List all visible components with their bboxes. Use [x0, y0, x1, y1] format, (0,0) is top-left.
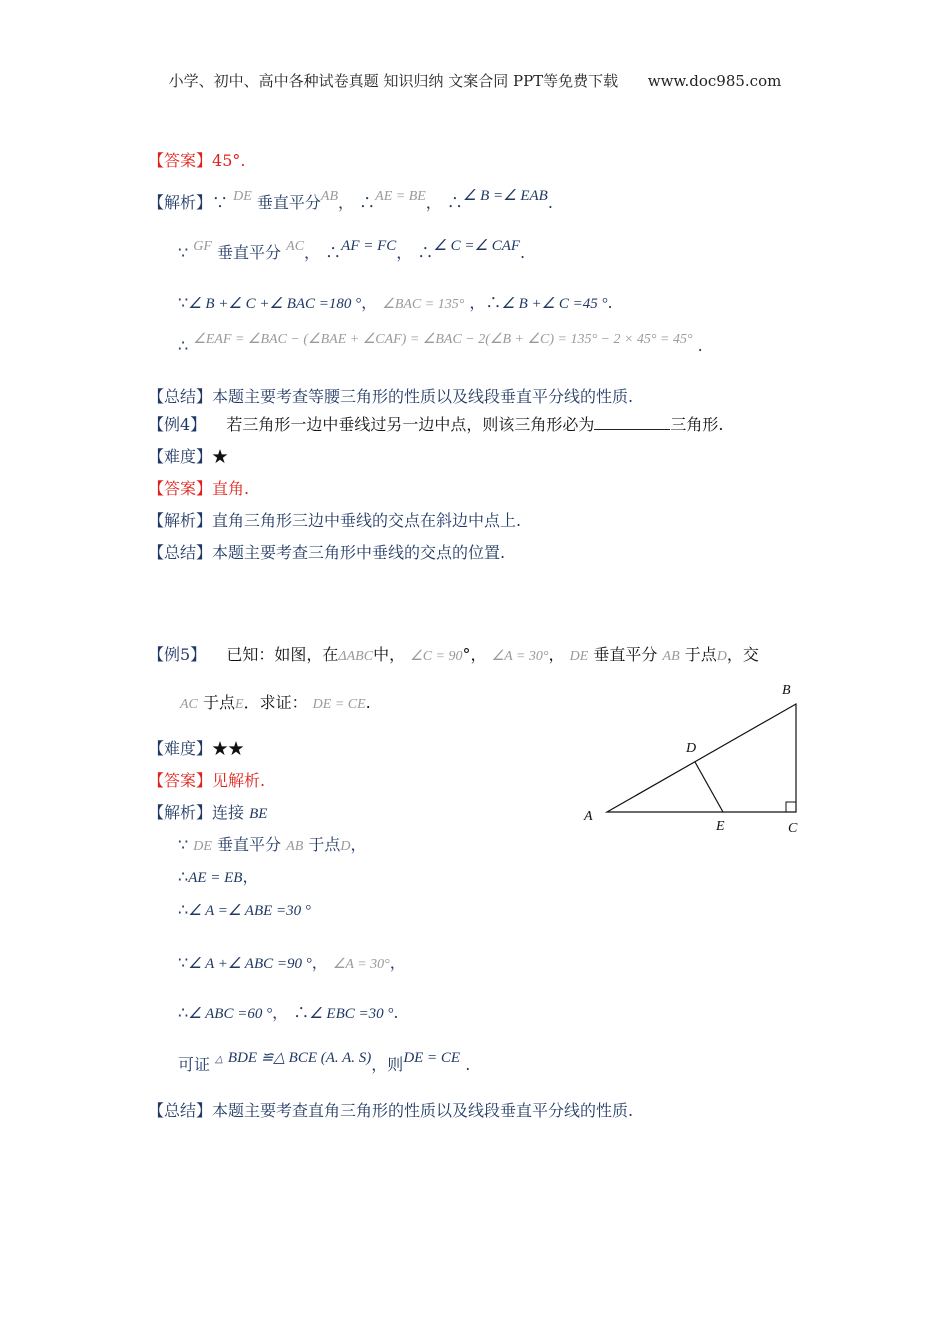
fill-blank[interactable] — [594, 415, 670, 430]
difficulty-stars: ★★ — [212, 739, 245, 758]
header-url[interactable]: www.doc985.com — [647, 72, 782, 90]
example-tag: 【例4】 — [148, 415, 207, 434]
ex5-step3: ∴∠ A =∠ ABE =30 ° — [178, 900, 311, 919]
triangle-abc — [607, 704, 796, 812]
ex4-answer: 【答案】直角. — [148, 479, 250, 498]
header-text: 小学、初中、高中各种试卷真题 知识归纳 文案合同 PPT等免费下载 — [168, 72, 619, 90]
ex3-analysis-line2: ∵ GF 垂直平分 AC， ∴AF = FC， ∴∠ C =∠ CAF. — [178, 238, 526, 262]
ex5-answer: 【答案】见解析. — [148, 771, 266, 790]
ex5-summary: 【总结】本题主要考查直角三角形的性质以及线段垂直平分线的性质. — [148, 1101, 634, 1120]
label-b: B — [782, 683, 791, 698]
ex4-analysis: 【解析】直角三角形三边中垂线的交点在斜边中点上. — [148, 511, 522, 530]
label-c: C — [788, 821, 798, 836]
ex5-step6: 可证 △ BDE ≌△ BCE (A. A. S)，则DE = CE . — [178, 1050, 471, 1074]
ex5-step4: ∵∠ A +∠ ABC =90 °， ∠A = 30°， — [178, 953, 406, 972]
ex5-step2: ∴AE = EB， — [178, 867, 259, 886]
ex5-difficulty: 【难度】★★ — [148, 739, 245, 758]
label-e: E — [716, 819, 725, 834]
analysis-tag: 【解析】 — [148, 193, 213, 212]
label-a: A — [584, 809, 593, 824]
answer-value: 45°. — [212, 151, 246, 170]
ex5-step5: ∴∠ ABC =60 °， ∴∠ EBC =30 °. — [178, 1003, 399, 1022]
ex5-question-line1: 【例5】 已知：如图，在ΔABC中， ∠C = 90°， ∠A = 30°， DE 垂直平分 AB 于点D，交 — [148, 645, 759, 664]
ex4-difficulty: 【难度】★ — [148, 447, 229, 466]
ex5-analysis-head: 【解析】连接 BE — [148, 803, 268, 822]
ex3-summary: 【总结】本题主要考查等腰三角形的性质以及线段垂直平分线的性质. — [148, 387, 634, 406]
ex3-analysis-line1: 【解析】∵ DE 垂直平分AB， ∴AE = BE， ∴∠ B =∠ EAB. — [148, 188, 553, 212]
ex4-summary: 【总结】本题主要考查三角形中垂线的交点的位置. — [148, 543, 506, 562]
triangle-figure — [570, 670, 830, 850]
ex3-answer-line — [148, 148, 245, 171]
right-angle-mark — [786, 802, 796, 812]
label-d: D — [686, 741, 697, 756]
ex3-analysis-line4: ∴ ∠EAF = ∠BAC − (∠BAE + ∠CAF) = ∠BAC − 2(∠B + ∠C) = 135° − 2 × 45° = 45° . — [178, 332, 703, 355]
difficulty-stars: ★ — [212, 447, 229, 466]
ex5-question-line2: AC 于点E．求证： DE = CE. — [180, 693, 371, 712]
segment-de — [695, 762, 723, 812]
ex3-analysis-line3: ∵∠ B +∠ C +∠ BAC =180 °， ∠BAC = 135° ，∴∠ B +∠ C =45 °. — [178, 293, 613, 312]
ex5-step1: ∵ DE 垂直平分 AB 于点D， — [178, 835, 367, 854]
triangle-symbol: △ — [215, 1054, 223, 1065]
answer-tag: 【答案】 — [148, 151, 213, 170]
page-header — [0, 70, 950, 91]
ex4-question: 【例4】 若三角形一边中垂线过另一边中点，则该三角形必为 三角形. — [148, 415, 724, 434]
